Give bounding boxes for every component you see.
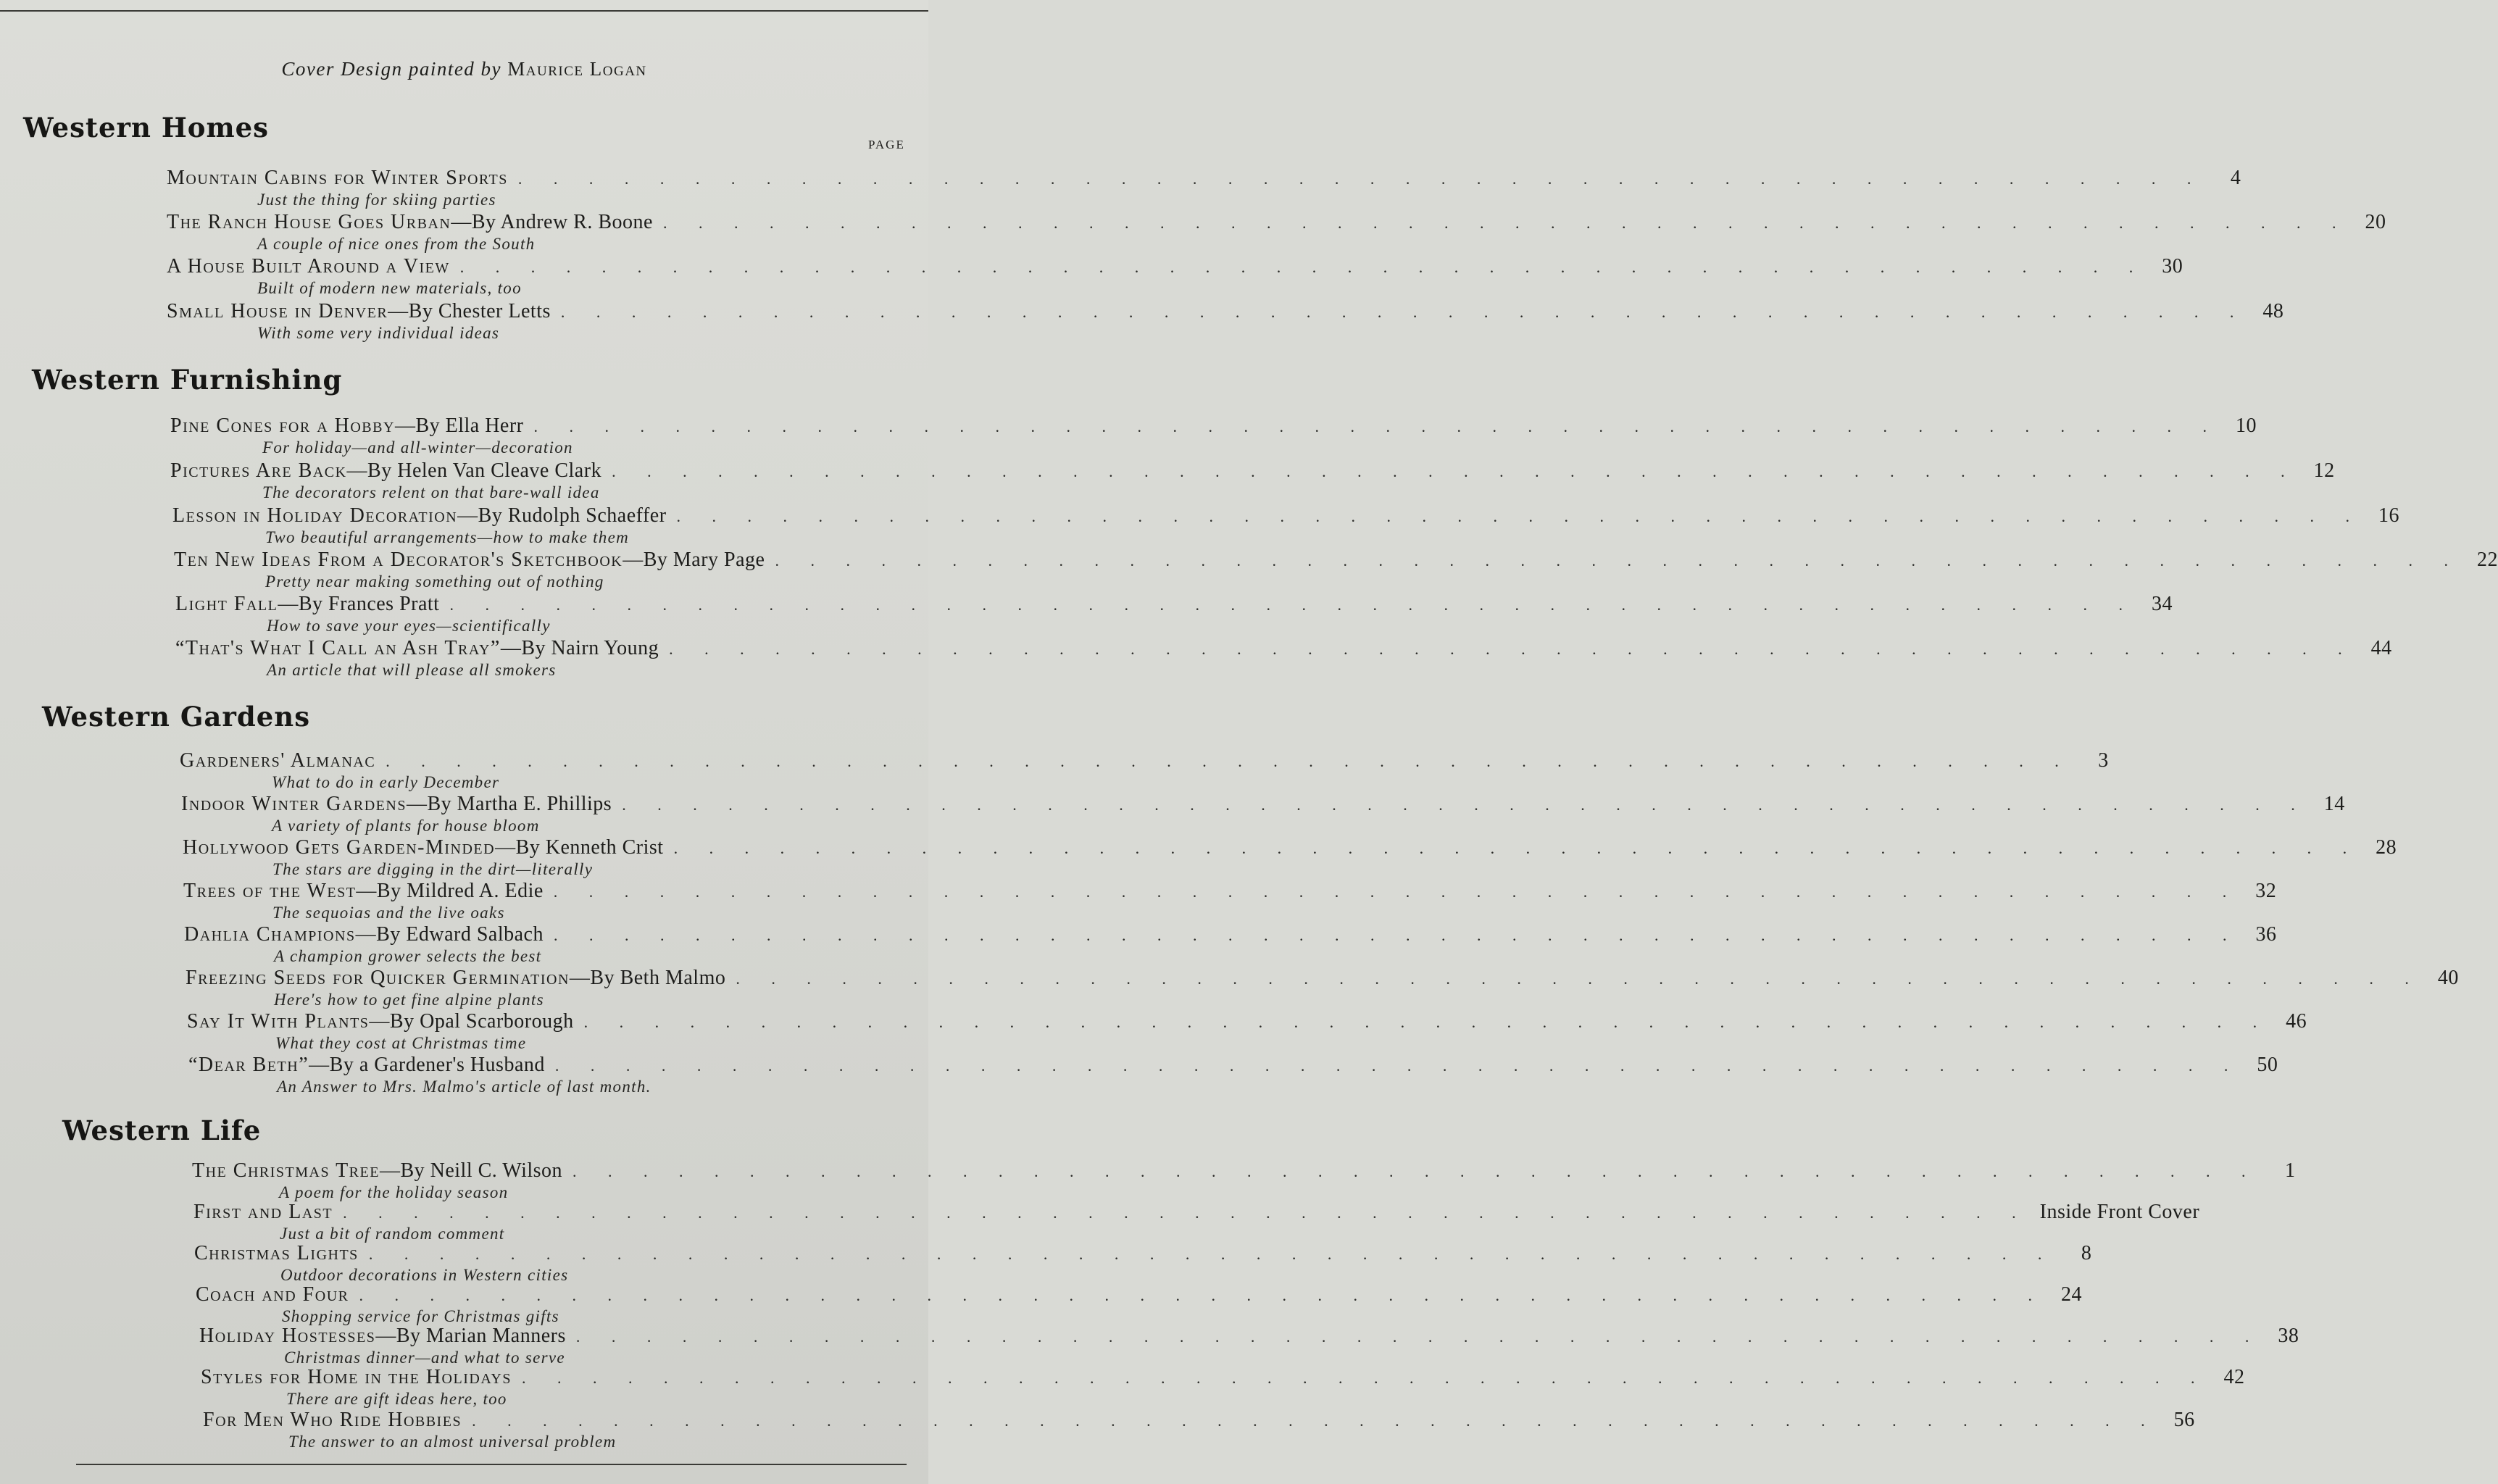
section-title-western-gardens: Western Gardens	[42, 701, 311, 733]
entry-subtitle: Christmas dinner—and what to serve	[284, 1348, 565, 1367]
entry-subtitle: Just the thing for skiing parties	[257, 191, 496, 209]
leader-dots	[736, 970, 2423, 988]
toc-entry[interactable]	[0, 749, 2109, 794]
entry-page: 56	[2173, 1409, 2195, 1431]
leader-dots	[622, 796, 2309, 814]
entry-author: —By Edward Salbach	[355, 923, 544, 946]
entry-title: Freezing Seeds for Quicker Germination	[186, 967, 570, 989]
entry-author: —By Neill C. Wilson	[379, 1159, 563, 1182]
entry-title: The Ranch House Goes Urban	[167, 211, 451, 233]
entry-subtitle: Pretty near making something out of nothing	[265, 572, 604, 591]
toc-entry[interactable]	[0, 255, 2183, 300]
entry-page: 48	[2262, 300, 2284, 322]
toc-entry[interactable]	[0, 1283, 2082, 1328]
entry-page: 10	[2236, 414, 2257, 437]
leader-dots	[561, 303, 2248, 322]
leader-dots	[369, 1245, 2056, 1264]
entry-page: 12	[2313, 459, 2335, 482]
entry-title: Holiday Hostesses	[199, 1325, 376, 1347]
leader-dots	[386, 752, 2073, 771]
leader-dots	[555, 1056, 2242, 1075]
entry-author: —By Frances Pratt	[278, 593, 440, 615]
entry-subtitle: How to save your eyes—scientifically	[267, 617, 551, 635]
leader-dots	[663, 214, 2350, 233]
page-column-label: PAGE	[868, 138, 905, 151]
leader-dots	[573, 1162, 2260, 1181]
toc-entry[interactable]	[0, 1242, 2092, 1287]
toc-entry[interactable]	[0, 923, 2277, 968]
entry-title: Styles for Home in the Holidays	[201, 1366, 512, 1388]
entry-subtitle: A couple of nice ones from the South	[257, 235, 536, 253]
leader-dots	[534, 417, 2221, 436]
entry-author: —By Chester Letts	[388, 300, 551, 322]
section-title-western-life: Western Life	[62, 1114, 262, 1146]
entry-title: Pine Cones for a Hobby	[170, 414, 395, 437]
entry-subtitle: For holiday—and all-winter—decoration	[262, 438, 573, 457]
entry-subtitle: The decorators relent on that bare-wall idea	[262, 483, 600, 501]
entry-page: 44	[2370, 637, 2392, 659]
entry-page: 22	[2476, 549, 2498, 571]
section-title-western-furnishing: Western Furnishing	[32, 364, 343, 396]
leader-dots	[612, 462, 2299, 481]
entry-page: 3	[2098, 749, 2109, 772]
entry-author: —By Rudolph Schaeffer	[457, 504, 667, 527]
toc-entry[interactable]	[0, 549, 2498, 593]
entry-page: 40	[2437, 967, 2459, 989]
entry-title: Mountain Cabins for Winter Sports	[167, 167, 508, 189]
top-rule	[0, 10, 928, 12]
toc-entry[interactable]	[0, 414, 2257, 459]
leader-dots	[674, 839, 2361, 858]
entry-title: The Christmas Tree	[192, 1159, 380, 1182]
entry-subtitle: What they cost at Christmas time	[275, 1034, 527, 1052]
entry-page: 30	[2162, 255, 2183, 278]
entry-title: Dahlia Champions	[184, 923, 356, 946]
entry-title: Light Fall	[175, 593, 278, 615]
leader-dots	[669, 640, 2356, 659]
leader-dots	[449, 596, 2136, 614]
entry-author: —By Helen Van Cleave Clark	[346, 459, 602, 482]
cover-credit	[0, 58, 928, 80]
toc-entry[interactable]	[0, 300, 2284, 345]
entry-page: 16	[2378, 504, 2400, 527]
entry-subtitle: The stars are digging in the dirt—literally	[272, 860, 594, 878]
entry-page: 14	[2323, 793, 2345, 815]
cover-credit-artist: Maurice Logan	[507, 58, 647, 80]
toc-entry[interactable]	[0, 1325, 2299, 1370]
leader-dots	[554, 883, 2241, 901]
entry-title: Ten New Ideas From a Decorator's Sketchbook	[174, 549, 623, 571]
entry-subtitle: An article that will please all smokers	[267, 661, 557, 679]
entry-title: Lesson in Holiday Decoration	[172, 504, 458, 527]
entry-title: A House Built Around a View	[167, 255, 450, 278]
toc-entry[interactable]	[0, 793, 2345, 838]
leader-dots	[584, 1013, 2271, 1032]
entry-page: 42	[2223, 1366, 2245, 1388]
entry-page: 50	[2257, 1054, 2278, 1076]
entry-title: “That's What I Call an Ash Tray”	[175, 637, 501, 659]
entry-page: Inside Front Cover	[2039, 1201, 2200, 1223]
entry-subtitle: Outdoor decorations in Western cities	[280, 1266, 569, 1284]
entry-author: —By Mary Page	[623, 549, 765, 571]
entry-author: —By Opal Scarborough	[369, 1010, 574, 1033]
entry-title: Gardeners' Almanac	[180, 749, 376, 772]
section-title-western-homes: Western Homes	[23, 112, 269, 143]
leader-dots	[343, 1204, 2030, 1222]
toc-entry[interactable]	[0, 167, 2241, 212]
entry-subtitle: Two beautiful arrangements—how to make them	[265, 528, 630, 546]
bottom-rule	[76, 1464, 907, 1465]
entry-title: Christmas Lights	[194, 1242, 359, 1264]
entry-author: —By Mildred A. Edie	[356, 880, 544, 902]
entry-page: 24	[2060, 1283, 2082, 1306]
toc-entry[interactable]	[0, 211, 2386, 256]
leader-dots	[472, 1412, 2159, 1430]
entry-title: Say It With Plants	[187, 1010, 370, 1033]
toc-entry[interactable]	[0, 593, 2173, 638]
leader-dots	[359, 1286, 2046, 1305]
toc-entry[interactable]	[0, 1159, 2296, 1204]
leader-dots	[522, 1369, 2209, 1388]
entry-subtitle: An Answer to Mrs. Malmo's article of last month.	[277, 1077, 651, 1096]
toc-entry[interactable]	[0, 504, 2400, 549]
entry-subtitle: What to do in early December	[272, 773, 500, 791]
toc-entry[interactable]	[0, 459, 2335, 504]
entry-page: 32	[2255, 880, 2277, 902]
entry-subtitle: A champion grower selects the best	[274, 947, 542, 965]
entry-title: For Men Who Ride Hobbies	[203, 1409, 462, 1431]
entry-subtitle: The sequoias and the live oaks	[272, 904, 505, 922]
entry-title: Pictures Are Back	[170, 459, 347, 482]
leader-dots	[554, 926, 2241, 945]
leader-dots	[576, 1327, 2263, 1346]
toc-entry[interactable]	[0, 1201, 2200, 1246]
entry-subtitle: With some very individual ideas	[257, 324, 500, 342]
entry-title: Coach and Four	[196, 1283, 349, 1306]
entry-author: —By a Gardener's Husband	[309, 1054, 545, 1076]
entry-subtitle: The answer to an almost universal problem	[288, 1433, 617, 1451]
entry-author: —By Beth Malmo	[569, 967, 726, 989]
leader-dots	[677, 507, 2364, 526]
toc-entry[interactable]	[0, 1366, 2245, 1411]
entry-title: Indoor Winter Gardens	[181, 793, 407, 815]
entry-page: 34	[2151, 593, 2173, 615]
entry-subtitle: Shopping service for Christmas gifts	[282, 1307, 559, 1325]
entry-page: 8	[2081, 1242, 2092, 1264]
toc-entry[interactable]	[0, 637, 2392, 682]
entry-page: 20	[2365, 211, 2386, 233]
entry-title: Trees of the West	[183, 880, 357, 902]
entry-page: 28	[2376, 836, 2397, 859]
toc-entry[interactable]	[0, 1409, 2195, 1454]
entry-author: —By Martha E. Phillips	[406, 793, 612, 815]
entry-page: 38	[2278, 1325, 2299, 1347]
entry-page: 1	[2285, 1159, 2296, 1182]
cover-credit-prefix: Cover Design painted by	[281, 58, 502, 80]
entry-subtitle: Just a bit of random comment	[280, 1225, 505, 1243]
entry-author: —By Ella Herr	[394, 414, 524, 437]
toc-entry[interactable]	[0, 880, 2277, 925]
entry-page: 36	[2255, 923, 2277, 946]
leader-dots	[775, 551, 2462, 570]
leader-dots	[518, 170, 2205, 188]
toc-entry[interactable]	[0, 836, 2397, 881]
entry-author: —By Marian Manners	[375, 1325, 566, 1347]
leader-dots	[460, 258, 2147, 277]
entry-title: Small House in Denver	[167, 300, 388, 322]
entry-subtitle: A variety of plants for house bloom	[272, 817, 540, 835]
toc-entry[interactable]	[0, 967, 2459, 1012]
entry-page: 46	[2286, 1010, 2307, 1033]
entry-author: —By Kenneth Crist	[495, 836, 664, 859]
toc-entry[interactable]	[0, 1010, 2307, 1055]
entry-subtitle: Built of modern new materials, too	[257, 279, 522, 297]
entry-title: “Dear Beth”	[188, 1054, 309, 1076]
entry-title: First and Last	[193, 1201, 333, 1223]
entry-page: 4	[2230, 167, 2241, 189]
toc-entry[interactable]	[0, 1054, 2278, 1099]
entry-subtitle: There are gift ideas here, too	[286, 1390, 507, 1408]
entry-title: Hollywood Gets Garden-Minded	[183, 836, 496, 859]
entry-subtitle: Here's how to get fine alpine plants	[274, 991, 544, 1009]
entry-subtitle: A poem for the holiday season	[279, 1183, 509, 1201]
entry-author: —By Andrew R. Boone	[451, 211, 653, 233]
entry-author: —By Nairn Young	[500, 637, 659, 659]
